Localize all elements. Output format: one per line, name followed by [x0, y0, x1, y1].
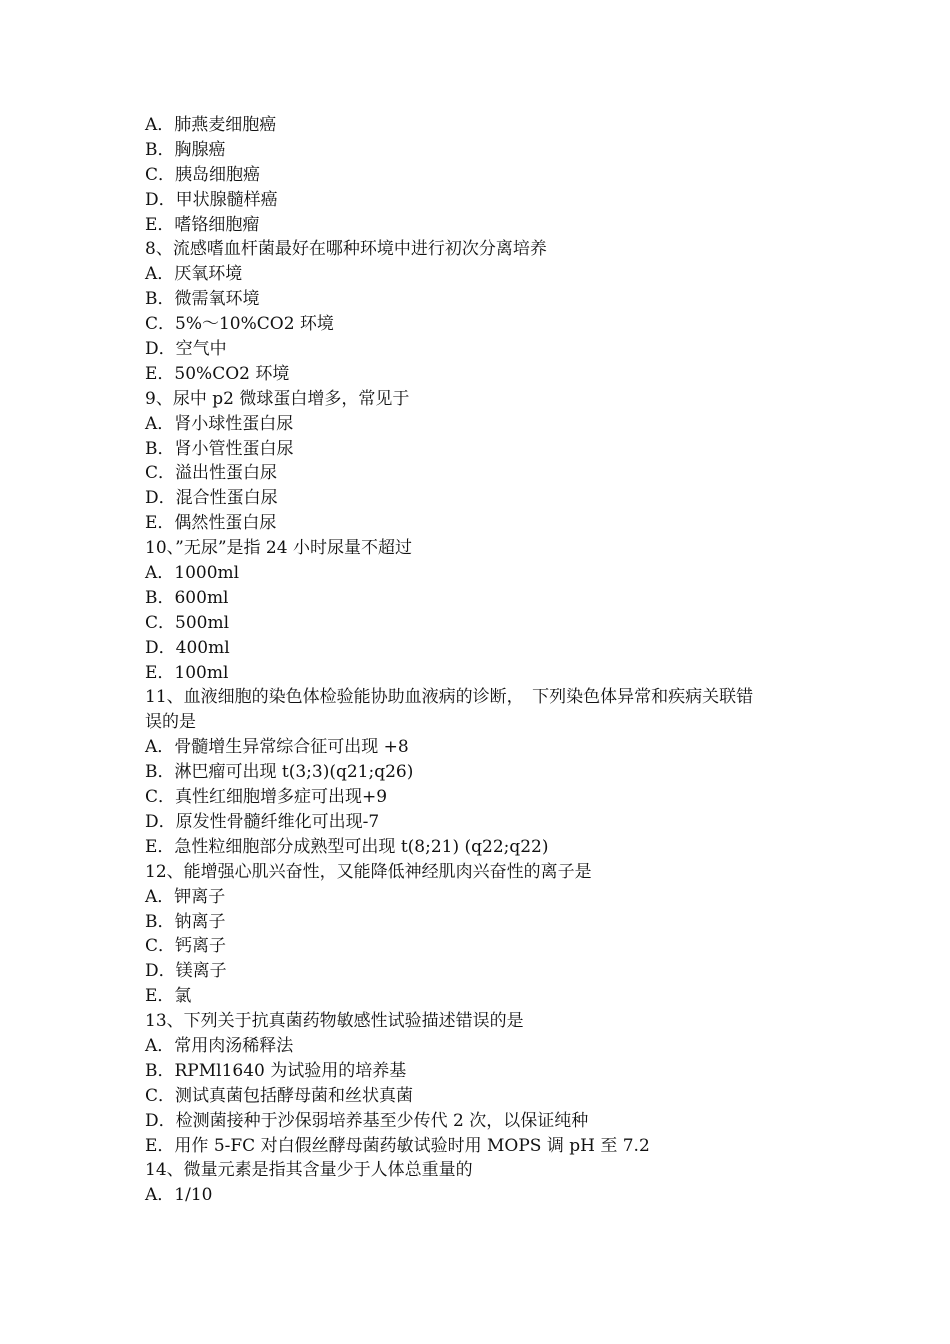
option-line: D．混合性蛋白尿: [145, 488, 278, 509]
option-line: A．1000ml: [145, 563, 240, 584]
question-line-continued: 误的是: [145, 712, 196, 733]
option-line: B．钠离子: [145, 911, 226, 932]
option-line: A．骨髓增生异常综合征可出现 +8: [145, 737, 409, 758]
option-line: C．5%～10%CO2 环境: [145, 314, 334, 335]
option-line: D．空气中: [145, 339, 227, 360]
option-line: E．100ml: [145, 662, 229, 683]
option-line: C．真性红细胞增多症可出现+9: [145, 787, 388, 808]
option-line: B．淋巴瘤可出现 t(3;3)(q21;q26): [145, 762, 414, 783]
option-line: C．胰岛细胞癌: [145, 164, 261, 185]
option-line: E．氯: [145, 986, 192, 1007]
option-line: B．肾小管性蛋白尿: [145, 438, 294, 459]
question-line: 10、”无尿”是指 24 小时尿量不超过: [145, 538, 412, 559]
question-line: 14、微量元素是指其含量少于人体总重量的: [145, 1160, 473, 1181]
option-line: B．600ml: [145, 587, 229, 608]
option-line: D．甲状腺髓样癌: [145, 189, 278, 210]
option-line: E．用作 5-FC 对白假丝酵母菌药敏试验时用 MOPS 调 pH 至 7.2: [145, 1135, 650, 1156]
question-line: 12、能增强心肌兴奋性，又能降低神经肌肉兴奋性的离子是: [145, 861, 592, 882]
option-line: E．急性粒细胞部分成熟型可出现 t(8;21) (q22;q22): [145, 836, 549, 857]
option-line: A．钾离子: [145, 886, 226, 907]
option-line: A．厌氧环境: [145, 264, 243, 285]
question-line: 8、流感嗜血杆菌最好在哪种环境中进行初次分离培养: [145, 239, 547, 260]
option-line: B．微需氧环境: [145, 289, 260, 310]
option-line: C．500ml: [145, 612, 230, 633]
question-line: 9、尿中 p2 微球蛋白增多，常见于: [145, 388, 410, 409]
option-line: A．肾小球性蛋白尿: [145, 413, 294, 434]
option-line: D．检测菌接种于沙保弱培养基至少传代 2 次，以保证纯种: [145, 1110, 589, 1131]
option-line: B．胸腺癌: [145, 139, 226, 160]
option-line: A．常用肉汤稀释法: [145, 1035, 294, 1056]
option-line: A．1/10: [145, 1185, 213, 1206]
option-line: C．溢出性蛋白尿: [145, 463, 278, 484]
option-line: C．钙离子: [145, 936, 227, 957]
option-line: E．偶然性蛋白尿: [145, 513, 277, 534]
option-line: E．嗜铬细胞瘤: [145, 214, 260, 235]
question-line: 11、血液细胞的染色体检验能协助血液病的诊断， 下列染色体异常和疾病关联错: [145, 687, 754, 708]
option-line: D．原发性骨髓纤维化可出现-7: [145, 811, 380, 832]
option-line: B．RPMl1640 为试验用的培养基: [145, 1060, 407, 1081]
option-line: D．镁离子: [145, 961, 227, 982]
option-line: E．50%CO2 环境: [145, 363, 290, 384]
document-body: [145, 113, 810, 1208]
option-line: D．400ml: [145, 637, 230, 658]
question-line: 13、下列关于抗真菌药物敏感性试验描述错误的是: [145, 1011, 524, 1032]
option-line: A．肺燕麦细胞癌: [145, 115, 277, 135]
option-line: C．测试真菌包括酵母菌和丝状真菌: [145, 1085, 414, 1106]
